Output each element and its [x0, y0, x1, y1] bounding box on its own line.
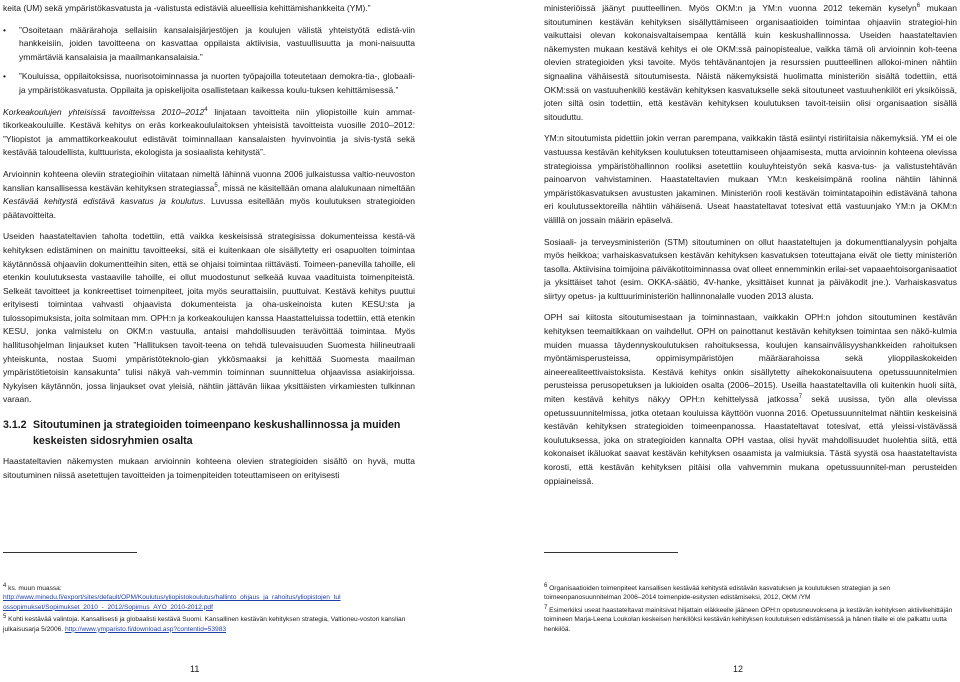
quote-bullet-item: • ”Kouluissa, oppilaitoksissa, nuorisotoiminnassa ja nuorten työpajoilla toteutetaan demokra-tia-, globaali- ja ympäristökasvatusta. Oppilaita ja opiskelijoita osallistetaan kaikessa koulu-tuksen kehittämisessä.” — [3, 70, 415, 97]
footnote-6: $^6$ Organisaatioiden toimenpiteet kansallisen kestävää kehitystä edistävän kasvatuksen ja koulutuksen strategian ja sen toimeenpanosuunnitelman 2006–2014 toimenpide-esitysten edistämiseksi, 2012, OKM /YM — [544, 582, 891, 602]
page-number-right: 12 — [733, 664, 744, 674]
footnote-ref-6: 6 — [916, 3, 921, 10]
footnote-ref-4: 4 — [204, 106, 208, 113]
left-page-body — [3, 2, 415, 490]
footnote-ref-5: 5 — [214, 182, 218, 189]
footnote-divider — [544, 552, 678, 553]
footnote-5-link[interactable]: http://www.ymparisto.fi/download.asp?contentid=53983 — [64, 625, 227, 633]
footnote-divider — [3, 552, 137, 553]
section-title-line-1: Sitoutuminen ja strategioiden toimeenpano keskushallinnossa ja muiden — [33, 419, 401, 432]
oph-paragraph: OPH sai kiitosta sitoutumisestaan ja toiminnastaan, vaikkakin OPH:n johdon sitoutuminen kestävän kehityksen teemaitikkaan on vaihdellut. OPH on painottanut kestävän kehityksen toimintaa sen näkö-kulmia muiden muassa täydennyskoulutuksen rahoituksessa, koulujen kansainvälisyyshankkeiden rahoituksen myöntämisperusteissa, oppimisympäristöjen määräarahoissa sekä ylioppilaskokeiden aineerealiteettivaistoksista. Kestävä kehitys onkin sisällytetty aihekokonaisuutena opetussuunnitelmien perusteissa perusopetuksen ja lukioiden osalta (2006–2015). Useilla haastateltavilla oli kuitenkin huoli siitä, miten kestävä kehitys näkyy OPH:n kehittelyssä jatkossa$^7$ sekä uusissa, työn alla olevissa opetussuunnitelmissa, jotka otetaan kouluissa käyttöön vuonna 2016. Opetussuunnitelmat nähtiin keskeisinä kestävän kehityksen strategioiden toimeenpanossa. Haastateltavat totesivat, että yleissi-vistävässä koulutuksessa, joka on strategioiden kannalta OPH vastaa, olisi hyvät mahdollisuudet huolehtia siitä, että kokonaiset ikäluokat saavat kestävän kehityksen osaamista ja valmiuksia. Tästä syystä osa haastateltavista korosti, että kestävän kehityksen pitäisi olla vahvemmin mukana opetussuunnitel-man perusteiden oppiaineissä. — [544, 312, 957, 486]
right-page-body — [544, 2, 957, 496]
right-footnotes — [544, 584, 957, 637]
section-heading-3-1-2 — [3, 417, 415, 449]
stm-paragraph: Sosiaali- ja terveysministeriön (STM) sitoutuminen on ollut haastateltujen ja dokumenttianalyysin pohjalta myös heikkoa; varhaiskasvatuksen kestävän kehityksen kasvatuksen toteuttajana eivät ole tietty ministeriön tasolla. Aktiivisina toimijoina päiväkotitoiminnassa ovat olleet ennemminkin erilai-set vapaaehtoisorganisaatiot ja yksittäiset tahot (esim. OKKA-säätiö, 4V-hanke, yksittäiset kunnat ja päiväkodit jne.). Varhaiskasvatus siirtyy opetus- ja kulttuuriministeriön hallinnonalalle vuoden 2013 alusta. — [544, 236, 957, 301]
section-number: 3.1.2 — [3, 419, 27, 432]
quote-bullet-list — [3, 24, 415, 98]
ym-paragraph: YM:n sitoutumista pidettiin jokin verran parempana, vaikkakin tästä esiintyi ristiriitaisia näkemyksiä. YM ei ole vastuussa kestävän kehityksen koulutuksen toteuttamiseen ohjaamisesta, mutta arvioinnin kohteena olevissa strategioissa ympäristöhallinnon rooliksi asetettiin kouluyhteistyön sekä kasva-tus- ja valistustehtävän painoarvon vahvistaminen. Haastateltavien mukaan YM:n keskeisimpänä roolina nähtiin lähinnä ympäristökasvatuksen avustusten jakaminen. Ministeriön rooli kestävän toimintatapoihin edistävänä tahona eri koulutussektoreilla nähtiin vähäisenä. Useat haastateltavat totesivat että vastuunjako YM:n ja OKM:n välillä on jossain määrin epäselvä. — [544, 133, 957, 225]
page-number-left: 11 — [190, 664, 200, 674]
footnote-7: $^7$ Esimerkiksi useat haastateltavat mainitsivat hiljattain eläkkeelle jääneen OPH:n opetusneuvoksena ja kestävän kehityksen aktiivikehittäjän toimineen Marja-Leena Loukolan keskeisen henkilöksi kestävän kehityksen koulutuksen edistämisessä ja hänen tilalle ei ole palkattu uutta henkilöä. — [544, 604, 953, 633]
korkeakoulut-paragraph: Korkeakoulujen yhteisissä tavoitteissa 2010–2012$^4$ linjataan tavoitteita niin yliopistoille kuin ammat-tikorkeakouluille. Kestävä kehitys on eräs korkeakoululaitoksen yhteisistä tavoitteista vuosille 2010–2012: ”Yliopistot ja ammattikorkeakoulut edistävät toiminnallaan kansalaisten hyvinvointia ja sivis-tystä sekä kestävää taloudellista, kulttuurista, ekologista ja sosiaalista kehitystä”. — [3, 106, 415, 158]
quote-bullet-item: • ”Osoitetaan määrärahoja sellaisiin kansalaisjärjestöjen ja koulujen välistä yhteistyötä edistä-viin hankkeisiin, joiden tavoitteena on kasvattaa oppilaista aktiivisia, vastuullisuutta ja moni-naisuutta ymmärtäviä kansalaisia ja maailmankansalaisia.” — [3, 24, 415, 65]
strategies-paragraph: Arvioinnin kohteena oleviin strategioihin viitataan nimeltä lähinnä vuonna 2006 julkaistussa valtio-neuvoston kanslian kansallisessa kestävän kehityksen strategiassa$^5$, missä ne käsitellään omana alalukunaan nimeltään Kestävää kehitystä edistävä kasvatus ja koulutus. Luvussa esitellään myös koulutuksen strategioiden päätavoitteita. — [3, 168, 415, 220]
footnote-4-link[interactable]: http://www.minedu.fi/export/sites/default/OPM/Koulutus/yliopistokoulutus/hallinto_ohjaus_ja_rahoitus/yliopistojen_tul ossopimukset/Sopimukset_2010_-_2012/Sopimus_AYO_2010-2012.pdf — [3, 594, 341, 611]
commitment-paragraph: Haastateltavien näkemysten mukaan arvioinnin kohteena olevien strategioiden sisältö on hyvä, mutta sitoutuminen niissä asetettujen tavoitteiden ja toimenpiteiden toteuttamiseen on erityisesti — [3, 456, 415, 480]
section-title-line-2: keskeisten sidosryhmien osalta — [33, 435, 193, 448]
footnote-ref-7: 7 — [798, 394, 803, 401]
interviews-paragraph: Useiden haastateltavien taholta todettiin, että vaikka keskeisissä strategisissa dokumenteissa kestä-vä kehityksen edistäminen on mainittu tavoitteeksi, sitä ei kuitenkaan ole sisällytetty eri osapuolten toimintaa käytännössä ohjaaviin dokumentteihin siten, että se ohjaisi toimintaa riittävästi. Toimeen-panevilla tahoille, eli etenkin koulutuksesta vastaaville tahoille, ei ollut muodostunut selkeää kuvaa vaadituista toimenpiteistä. Selkeät tavoitteet ja konkreettiset toimenpiteet, joita myös seurattaisiin, puuttuivat. Kestävä kehitys puuttui erityisesti toimintaa vahvasti ohjaavista dokumenteista ja oha-uskeinoista kuten KESU:sta ja tulossopimuksista, joita solmitaan mm. OPH:n ja korkeakoulujen kanssa Haastatteluissa todettiin, että etenkin KESU, jonka valmistelu on OKM:n vastuulla, antaisi mahdollisuuden terävöittää toimintaa. Myös hallitusohjelman linjaukset kuten ”Hallituksen tavoit-teena on tehdä tulevaisuuden Suomesta hiilineutraali yhteiskunta, nostaa Suomi ympäristöteknolo-gian ykkösmaaksi ja kehittää Suomesta maailman ympäristötietoisin kansakunta” tulisi näkyä vah-vemmin toiminnan suunnittelua ohjaavissa asiakirjoissa. Nykyisen käytännön, jossa linjaukset ovat yleisiä, nähtiin jättävän liikaa yksittäisten virkamiesten tulkinnan varaan. — [3, 231, 415, 405]
left-footnotes — [3, 584, 415, 637]
ministries-paragraph: ministeriöissä jäänyt puutteellinen. Myös OKM:n ja YM:n vuonna 2012 tekemän kyselyn$^6$ mukaan sitoutuminen kestävän kehityksen sisällyttämiseen organisaatioiden toimintaa ohjaaviin strategioi-hin vaikuttaisi olevan kokonaisvaltaisempaa kentällä kuin keskushallinnossa. Useiden haastateltavien näkemysten mukaan kestävä kehitys ei ole OKM:ssä painopistealue, vaikka tämä oli arvioinnin koh-teena olevien strategioiden yksi tavoite. Myös tehtävänantojen ja resurssien puutteellinen allokoi-minen nähtiin signaalina vähäisestä sitoutumisesta. Näistä näkemyksistä huolimatta ministeriön sisältä todettiin, että OKM:ssä on vastuuhenkilö kestävän kehityksen kasvatukselle sekä sitoutuneet vastuuhenkilöt eri yksiköissä, joten siltä osin todettiin, että kestävän kehityksen koulutuksen tavoit-teisiin olisi organisaation sisällä sitouduttu. — [544, 3, 958, 122]
footnote-4: $^4$ ks. muun muassa: http://www.minedu.fi/export/sites/default/OPM/Koulutus/yliopistokoulutus/hallinto_ohjaus_ja_rahoitus/yliopistojen_tul ossopimukset/Sopimukset_2010_-_2012/Sopimus_AYO_2010-2012.pdf — [3, 582, 341, 611]
footnote-5: $^5$ Kohti kestävää valintoja. Kansallisesti ja globaalisti kestävä Suomi. Kansallinen kestävän kehityksen strategia, Valtioneu-voston kanslian julkaisusarja 5/2006. http://www.ymparisto.fi/download.asp?contentid=53983 — [3, 614, 406, 633]
korkeakoulut-title: Korkeakoulujen yhteisissä tavoitteissa 2010–2012 — [3, 106, 205, 117]
intro-tail-paragraph: keita (UM) sekä ympäristökasvatusta ja -valistusta edistäviä alueellisia kehittämishankkeita (YM).” — [3, 3, 371, 13]
chapter-title: Kestävää kehitystä edistävä kasvatus ja koulutus — [3, 196, 204, 207]
